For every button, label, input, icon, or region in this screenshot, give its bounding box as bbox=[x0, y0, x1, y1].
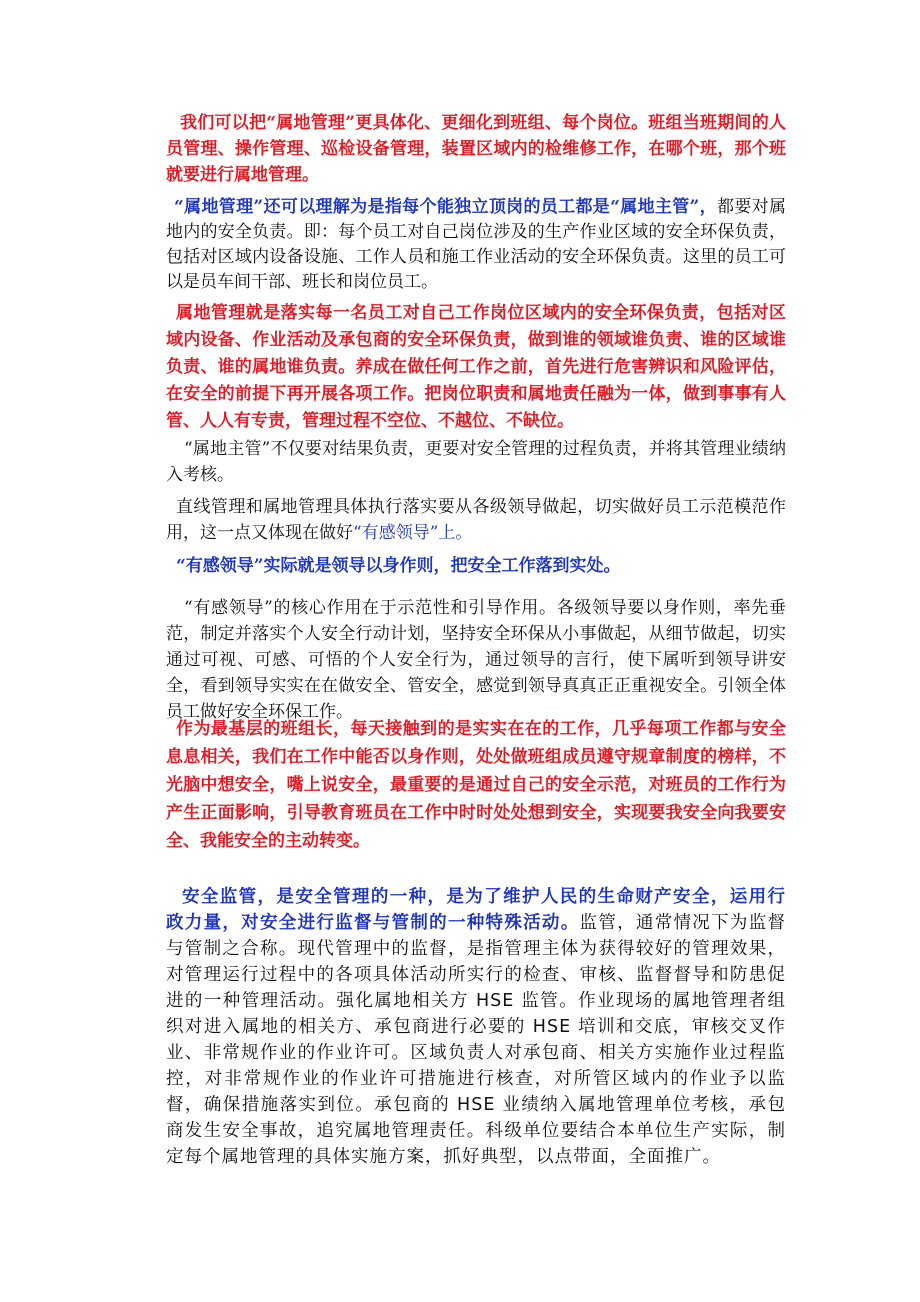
paragraph-territorial-supervisor bbox=[166, 195, 786, 295]
paragraph-text: 都要对属地内的安全负责。即：每个员工对自己岗位涉及的生产作业区域的安全环保负责，包括对区域内设备设施、工作人员和施工作业活动的安全环保负责。这里的员工可以是员车间干部、班长和岗位员工。 bbox=[166, 197, 786, 292]
paragraph-text: 我们可以把“属地管理”更具体化、更细化到班组、每个岗位。班组当班期间的人员管理、操作管理、巡检设备管理，装置区域内的检维修工作，在哪个班，那个班就要进行属地管理。 bbox=[166, 113, 786, 185]
paragraph-supervisor-assessment bbox=[166, 436, 786, 488]
paragraph-team-leader bbox=[166, 715, 786, 855]
highlight-text: “有感领导”上。 bbox=[353, 523, 473, 543]
paragraph-visible-leadership bbox=[166, 553, 786, 579]
paragraph-safety-supervision bbox=[166, 884, 786, 1170]
paragraph-text: 属地管理就是落实每一名员工对自己工作岗位区域内的安全环保负责，包括对区域内设备、作业活动及承包商的安全环保负责，做到谁的领域谁负责、谁的区域谁负责、谁的属地谁负责。养成在做任何工作之前，首先进行危害辨识和风险评估，在安全的前提下再开展各项工作。把岗位职责和属地责任融为一体，做到事事有人管、人人有专责，管理过程不空位、不越位、不缺位。 bbox=[166, 303, 786, 431]
paragraph-text: 作为最基层的班组长，每天接触到的是实实在在的工作，几乎每项工作都与安全息息相关，我们在工作中能否以身作则，处处做班组成员遵守规章制度的榜样，不光脑中想安全，嘴上说安全，最重要的是通过自己的安全示范，对班员的工作行为产生正面影响，引导教育班员在工作中时时处处想到安全，实现要我安全向我要安全、我能安全的主动转变。 bbox=[166, 719, 786, 851]
highlight-text: “属地管理”还可以理解为是指每个能独立顶岗的员工都是“属地主管”， bbox=[174, 197, 717, 217]
paragraph-text: “属地主管”不仅要对结果负责，更要对安全管理的过程负责，并将其管理业绩纳入考核。 bbox=[166, 439, 786, 485]
paragraph-text: 直线管理和属地管理具体执行落实要从各级领导做起，切实做好员工示范模范作用，这一点又体现在做好 bbox=[166, 497, 786, 543]
paragraph-territorial-responsibility bbox=[166, 300, 786, 435]
paragraph-text: 监管，通常情况下为监督与管制之合称。现代管理中的监督，是指管理主体为获得较好的管理效果，对管理运行过程中的各项具体活动所实行的检查、审核、监督督导和防患促进的一种管理活动。强化属地相关方 HSE 监管。作业现场的属地管理者组织对进入属地的相关方、承包商进行必要的 HSE 培训和交底，审核交叉作业、非常规作业的作业许可。区域负责人对承包商、相关方实施作业过程监控，对非常规作业的作业许可措施进行核查，对所管区域内的作业予以监督，确保措施落实到位。承包商的 HSE 业绩纳入属地管理单位考核，承包商发生安全事故，追究属地管理责任。科级单位要结合本单位生产实际，制定每个属地管理的具体实施方案，抓好典型，以点带面，全面推广。 bbox=[166, 913, 786, 1167]
paragraph-text: “有感领导”的核心作用在于示范性和引导作用。各级领导要以身作则，率先垂范，制定并落实个人安全行动计划，坚持安全环保从小事做起，从细节做起，切实通过可视、可感、可悟的个人安全行为，通过领导的言行，使下属听到领导讲安全，看到领导实实在在做安全、管安全，感觉到领导真真正正重视安全。引领全体员工做好安全环保工作。 bbox=[166, 598, 786, 722]
paragraph-territorial-management-team bbox=[166, 110, 786, 188]
paragraph-line-management bbox=[166, 494, 786, 546]
paragraph-text: “有感领导”实际就是领导以身作则，把安全工作落到实处。 bbox=[176, 556, 621, 576]
paragraph-leadership-role bbox=[166, 595, 786, 725]
highlight-text: 安全监管，是安全管理的一种，是为了维护人民的生命财产安全，运用行政力量，对安全进行监督与管制的一种特殊活动。 bbox=[166, 887, 786, 933]
